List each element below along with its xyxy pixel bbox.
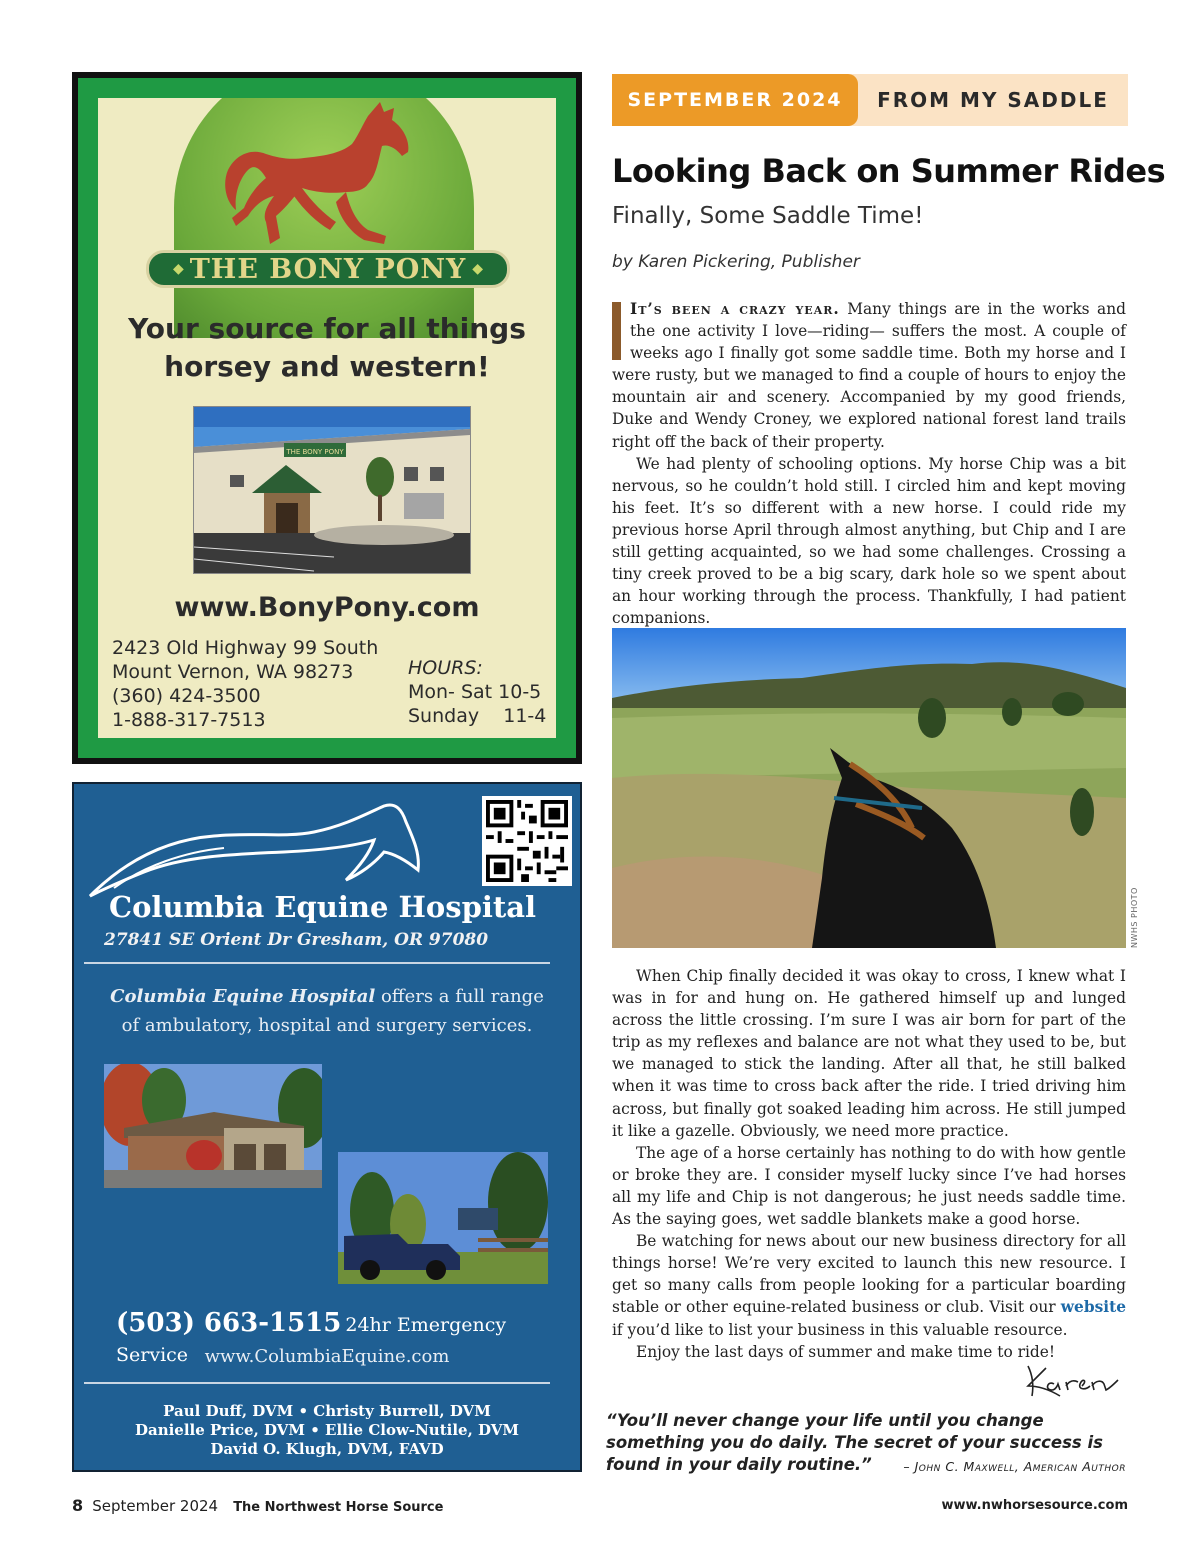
bony-pony-logo-text: THE BONY PONY	[189, 253, 467, 285]
signature	[1020, 1360, 1120, 1402]
website-link[interactable]: website	[1060, 1298, 1126, 1317]
article-paragraph: We had plenty of schooling options. My horse Chip was a bit nervous, so he couldn’t hold still. I circled him and kept moving his feet. It’s so different with a new horse. I could ride my previous horse April through almost anything, but Chip and I are still getting acquainted, so we had some challenges. Crossing a tiny creek proved to be a big scary, dark hole so we spent about an hour working through the process. Thankfully, I had patient companions.	[612, 454, 1126, 628]
article-paragraph	[612, 298, 1126, 453]
address-line: 2423 Old Highway 99 South	[112, 637, 379, 659]
tagline-line: Your source for all things	[128, 312, 526, 345]
article-body-top	[612, 298, 1126, 629]
horse-swoosh-logo-icon	[84, 792, 424, 902]
article-body-bottom	[612, 965, 1126, 1363]
footer-url[interactable]: www.nwhorsesource.com	[941, 1498, 1128, 1513]
hours-weekdays: Mon- Sat 10-5	[408, 681, 542, 703]
article-paragraph: The age of a horse certainly has nothing to do with how gentle or broke they are. I consider myself lucky since I’ve had horses all my life and Chip is not dangerous; he just needs saddle time. As the saying goes, wet saddle blankets make a good horse.	[612, 1143, 1126, 1229]
address-line: Mount Vernon, WA 98273	[112, 661, 354, 683]
article-paragraph: When Chip finally decided it was okay to cross, I knew what I was in for and hung on. He gathered himself up and lunged across the little crossing. I’m sure I was air born for part of the trip as my reflexes and balance are not what they used to be, but we managed to stick the landing. After all that, he still balked when it was time to cross back after the ride. I tried driving him across, but finally got soaked leading him across. He still jumped it like a gazelle. Obviously, we need more practice.	[612, 967, 1126, 1140]
hospital-building-photo	[104, 1064, 322, 1188]
paragraph-text: Be watching for news about our new business directory for all things horse! We’re very excited to launch this new resource. I get so many calls from people looking for a particular boarding stable or other equine-related business or club. Visit our	[612, 1232, 1126, 1317]
doctors-line: Paul Duff, DVM • Christy Burrell, DVM	[163, 1402, 491, 1420]
hours-sunday: Sunday 11-4	[408, 705, 547, 727]
description-text: offers a full range of ambulatory, hospital and surgery services.	[121, 986, 544, 1036]
article-subtitle: Finally, Some Saddle Time!	[612, 203, 924, 229]
article-byline: by Karen Pickering, Publisher	[612, 252, 860, 272]
trail-ride-photo	[612, 628, 1126, 948]
header-date: SEPTEMBER 2024	[612, 74, 858, 126]
drop-cap-bar	[612, 302, 621, 360]
hospital-website[interactable]: www.ColumbiaEquine.com	[204, 1346, 450, 1367]
pull-quote: “You’ll never change your life until you change something you do daily. The secret of your success is found in your daily routine.”	[606, 1411, 1103, 1474]
qr-code-icon[interactable]	[482, 796, 572, 886]
hours-label: HOURS:	[408, 657, 483, 679]
hospital-truck-photo	[338, 1152, 548, 1284]
doctors-line: David O. Klugh, DVM, FAVD	[210, 1440, 444, 1458]
article-leadin: It’s been a crazy year.	[630, 300, 840, 318]
bony-pony-website[interactable]: www.BonyPony.com	[174, 592, 480, 623]
emergency-service-label: 24hr Emergency Service	[116, 1314, 507, 1366]
bony-pony-ad-border	[78, 78, 576, 758]
phone-number: (360) 424-3500	[112, 685, 261, 707]
section-header	[612, 74, 1128, 126]
article-paragraph: Enjoy the last days of summer and make time to ride!	[636, 1342, 1056, 1361]
bony-pony-logo-banner	[146, 250, 510, 288]
columbia-equine-ad	[72, 782, 582, 1472]
hospital-description	[104, 982, 550, 1040]
article-paragraph	[612, 1230, 1126, 1340]
bony-pony-tagline	[98, 310, 556, 386]
tagline-line: horsey and western!	[164, 350, 490, 383]
description-hospital-name: Columbia Equine Hospital	[110, 986, 376, 1007]
doctors-list	[74, 1402, 580, 1459]
page-number: 8	[72, 1496, 84, 1515]
bony-pony-ad-panel	[98, 98, 556, 738]
bony-pony-address	[112, 636, 378, 732]
paragraph-text: if you’d like to list your business in this valuable resource.	[612, 1320, 1068, 1339]
divider	[84, 962, 550, 964]
diamond-ornament-icon: ◆	[172, 261, 184, 277]
doctors-line: Danielle Price, DVM • Ellie Clow-Nutile, DVM	[134, 1421, 520, 1439]
hospital-name: Columbia Equine Hospital	[109, 890, 537, 924]
svg-text:THE BONY PONY: THE BONY PONY	[286, 448, 344, 456]
quote-attribution: – John C. Maxwell, American Author	[903, 1459, 1126, 1474]
divider	[84, 1382, 550, 1384]
phone-number: (503) 663-1515	[116, 1308, 342, 1338]
bony-pony-ad	[72, 72, 582, 764]
running-horse-icon	[218, 98, 448, 268]
header-section-name: FROM MY SADDLE	[877, 88, 1109, 112]
tollfree-number: 1-888-317-7513	[112, 709, 266, 731]
paragraph-text: Many things are in the works and the one activity I love—riding— suffers the most. A couple of weeks ago I finally got some saddle time. Both my horse and I were rusty, but we managed to find a couple of hours to enjoy the mountain air and scenery. Accompanied by my good friends, Duke and Wendy Croney, we explored national forest land trails right off the back of their property.	[612, 300, 1126, 451]
bony-pony-hours	[408, 656, 546, 728]
diamond-ornament-icon: ◆	[472, 261, 484, 277]
photo-credit: NWHS PHOTO	[1130, 887, 1139, 948]
article-title: Looking Back on Summer Rides	[612, 152, 1166, 190]
footer-publication: The Northwest Horse Source	[233, 1500, 444, 1515]
page-footer	[72, 1496, 1128, 1518]
footer-date: September 2024	[92, 1497, 219, 1515]
bony-pony-store-photo	[193, 406, 471, 574]
hospital-address: 27841 SE Orient Dr Gresham, OR 97080	[104, 930, 489, 950]
